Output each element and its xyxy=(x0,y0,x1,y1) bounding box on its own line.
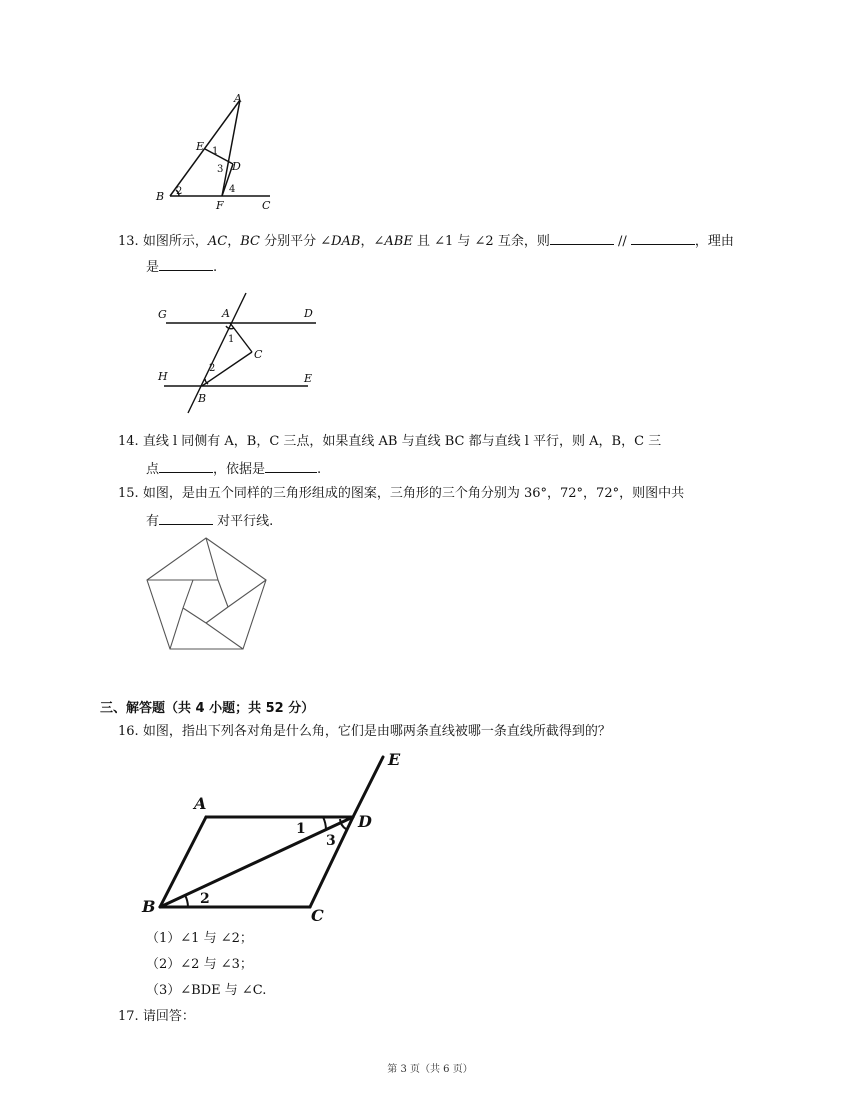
label-3: 3 xyxy=(326,833,336,849)
label-F: F xyxy=(216,199,224,212)
q14-line1 xyxy=(118,432,661,452)
q17-line xyxy=(118,1007,195,1027)
label-4: 4 xyxy=(229,184,236,195)
label-3: 3 xyxy=(217,164,224,175)
q13-text-a: 如图所示， xyxy=(142,234,208,249)
q15-text: 如图，是由五个同样的三角形组成的图案，三角形的三个角分别为 36°，72°，72°，则图中共 xyxy=(142,486,685,501)
q14-period: . xyxy=(317,462,322,477)
answer-blank[interactable] xyxy=(159,256,213,271)
label-E: E xyxy=(196,140,205,153)
label-2: 2 xyxy=(209,363,216,374)
q13-parallel: // xyxy=(613,234,631,249)
q13-angle2: ∠2 xyxy=(474,234,494,249)
q14-line2-a: 点 xyxy=(146,462,160,477)
label-E: E xyxy=(304,372,313,385)
label-B: B xyxy=(156,190,165,203)
label-B: B xyxy=(198,392,207,405)
q15-line2 xyxy=(146,510,273,532)
q13-angle-dab: ∠DAB xyxy=(320,234,361,249)
answer-blank[interactable] xyxy=(265,458,317,473)
label-1: 1 xyxy=(228,334,235,345)
q13-bc: BC xyxy=(240,234,260,249)
q13-angle1: ∠1 xyxy=(434,234,454,249)
label-G: G xyxy=(158,308,167,321)
q14-line2-b: ，依据是 xyxy=(213,462,266,477)
page-footer: 第 3 页（共 6 页） xyxy=(387,1064,473,1075)
q13-line2 xyxy=(146,256,217,278)
label-E: E xyxy=(388,750,401,769)
answer-blank[interactable] xyxy=(159,458,213,473)
q13-mid: 分别平分 xyxy=(259,234,321,249)
q13-huyu: 互余，则 xyxy=(493,234,550,249)
q14-number: 14. xyxy=(118,434,139,449)
q15-number: 15. xyxy=(118,486,139,501)
q16-item-3: （3）∠BDE 与 ∠C. xyxy=(146,983,267,998)
label-C: C xyxy=(262,199,271,212)
figure-q12-triangle xyxy=(140,92,290,212)
q13-qie: 且 xyxy=(412,234,435,249)
q13-line1 xyxy=(118,230,734,252)
q15-line2-a: 有 xyxy=(146,514,160,529)
label-A: A xyxy=(234,92,242,105)
q13-comma2: ， xyxy=(360,234,374,249)
q13-period: . xyxy=(213,260,218,275)
q13-angle-abe: ∠ABE xyxy=(373,234,413,249)
answer-blank[interactable] xyxy=(159,510,213,525)
answer-blank[interactable] xyxy=(550,230,614,245)
label-A: A xyxy=(222,307,230,320)
q16-line xyxy=(118,722,611,742)
label-1: 1 xyxy=(212,146,219,157)
label-1: 1 xyxy=(296,821,306,837)
label-D: D xyxy=(358,812,372,831)
label-H: H xyxy=(158,370,168,383)
label-2: 2 xyxy=(200,891,210,907)
q13-number: 13. xyxy=(118,234,139,249)
label-D: D xyxy=(304,307,313,320)
q15-line1 xyxy=(118,484,684,504)
label-A: A xyxy=(194,794,207,813)
q17-text: 请回答： xyxy=(142,1009,195,1024)
label-2: 2 xyxy=(176,186,183,197)
q16-text: 如图，指出下列各对角是什么角，它们是由哪两条直线被哪一条直线所截得到的？ xyxy=(142,724,611,739)
q16-item-1: （1）∠1 与 ∠2； xyxy=(146,931,253,946)
q16-number: 16. xyxy=(118,724,139,739)
q14-text: 直线 l 同侧有 A，B，C 三点，如果直线 AB 与直线 BC 都与直线 l 平行，则 A，B，C 三 xyxy=(142,434,662,449)
label-C: C xyxy=(254,348,263,361)
label-C: C xyxy=(311,906,324,925)
q15-line2-b: 对平行线. xyxy=(213,514,274,529)
q13-line2-text: 是 xyxy=(146,260,160,275)
label-B: B xyxy=(142,897,156,916)
answer-blank[interactable] xyxy=(631,230,695,245)
figure-q16-parallelogram xyxy=(138,745,418,925)
q17-number: 17. xyxy=(118,1009,139,1024)
q13-ac: AC xyxy=(207,234,228,249)
q13-tail: ，理由 xyxy=(694,234,734,249)
q13-yu: 与 xyxy=(453,234,475,249)
figure-q13-parallel-lines xyxy=(150,290,330,415)
q13-comma1: ， xyxy=(227,234,241,249)
label-D: D xyxy=(232,160,241,173)
figure-q15-pentagon xyxy=(140,535,275,655)
section-title: 三、解答题（共 4 小题；共 52 分） xyxy=(100,701,315,716)
q16-item-2: （2）∠2 与 ∠3； xyxy=(146,957,253,972)
q14-line2 xyxy=(146,458,321,480)
